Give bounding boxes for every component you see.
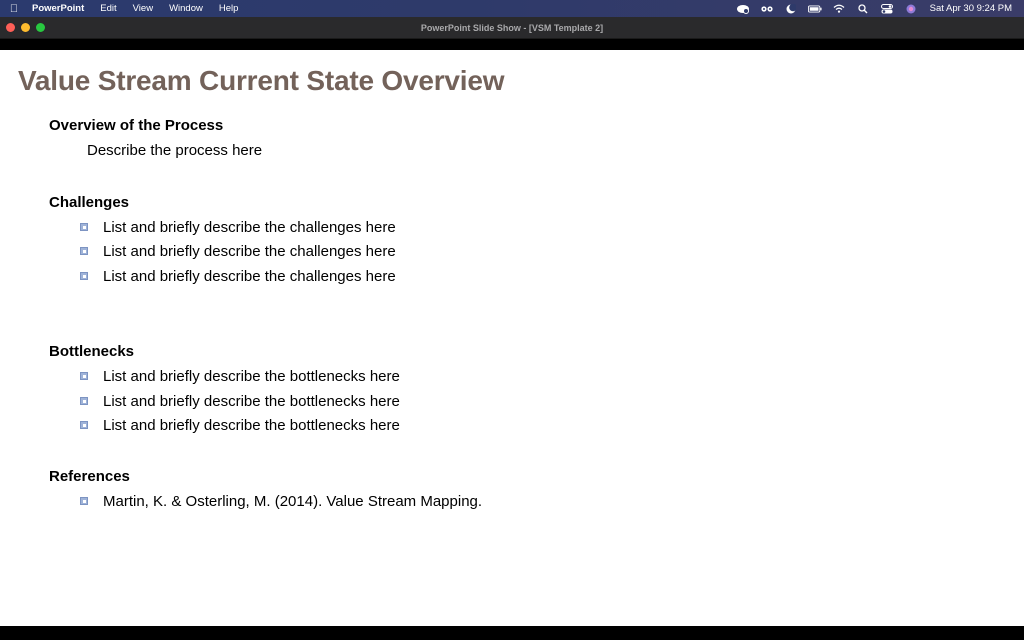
challenge-item: List and briefly describe the challenges here [103,218,396,236]
bottlenecks-heading: Bottlenecks [49,343,135,360]
slide-title: Value Stream Current State Overview [18,65,505,96]
list-item [80,266,396,286]
reference-item: Martin, K. & Osterling, M. (2014). Value Stream Mapping. [103,492,483,510]
glasses-icon[interactable] [760,4,774,14]
list-item [80,391,400,411]
battery-icon[interactable] [808,4,822,14]
list-item [80,241,396,261]
menubar-clock[interactable]: Sat Apr 30 9:24 PM [929,3,1012,14]
challenge-item: List and briefly describe the challenges here [103,267,396,285]
control-center-icon[interactable] [880,4,894,14]
square-bullet-icon [80,497,88,505]
square-bullet-icon [80,397,88,405]
square-bullet-icon [80,247,88,255]
challenge-item: List and briefly describe the challenges here [103,242,396,260]
wifi-icon[interactable] [832,4,846,14]
slide[interactable] [0,50,1024,626]
fullscreen-window-button[interactable] [36,23,45,32]
search-icon[interactable] [856,4,870,14]
bottleneck-item: List and briefly describe the bottlenecks here [103,392,400,410]
square-bullet-icon [80,272,88,280]
moon-icon[interactable] [784,4,798,14]
overview-text: Describe the process here [87,142,263,159]
menu-window[interactable]: Window [169,3,203,14]
menu-bar [0,0,1024,17]
square-bullet-icon [80,421,88,429]
window-title-bar [0,17,1024,39]
bottleneck-item: List and briefly describe the bottlenecks here [103,367,400,385]
menu-app-powerpoint[interactable]: PowerPoint [32,3,85,14]
list-item [80,366,400,386]
menu-edit[interactable]: Edit [100,3,117,14]
square-bullet-icon [80,372,88,380]
list-item [80,217,396,237]
letterbox-bottom [0,626,1024,640]
list-item [80,491,482,511]
list-item [80,415,400,435]
window-title: PowerPoint Slide Show - [VSM Template 2] [420,22,604,33]
challenges-heading: Challenges [49,194,130,211]
minimize-window-button[interactable] [21,23,30,32]
close-window-button[interactable] [6,23,15,32]
window-controls [6,23,45,32]
menu-view[interactable]: View [132,3,154,14]
overview-heading: Overview of the Process [49,117,224,134]
creative-cloud-icon[interactable] [736,4,750,14]
square-bullet-icon [80,223,88,231]
apple-menu-icon[interactable] [0,3,28,15]
references-heading: References [49,468,130,485]
menu-help[interactable]: Help [218,3,239,14]
siri-icon[interactable] [904,4,918,14]
bottleneck-item: List and briefly describe the bottlenecks here [103,416,400,434]
letterbox-top [0,39,1024,50]
